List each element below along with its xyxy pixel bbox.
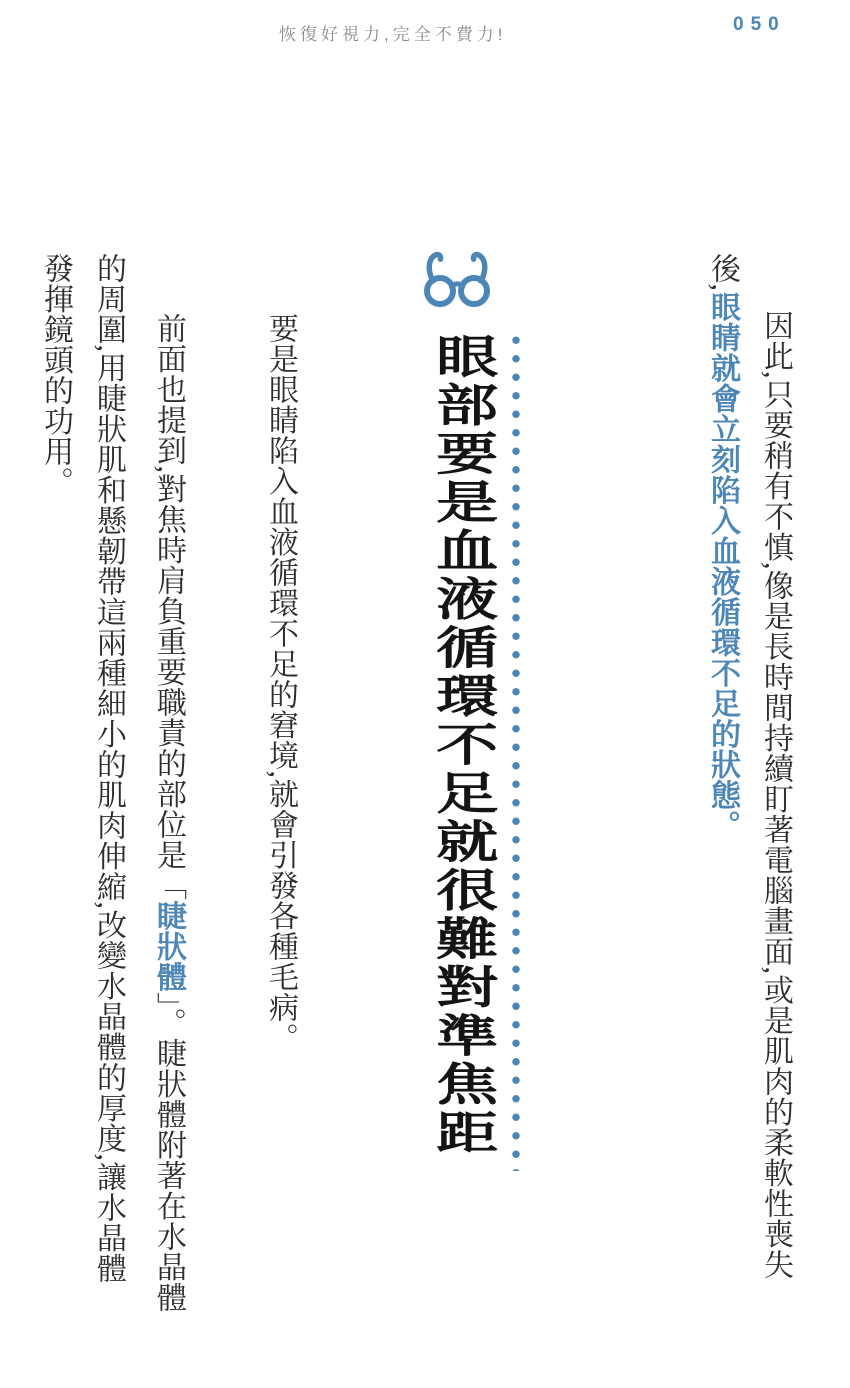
- body-paragraph-1: 要是眼睛陷入血液循環不足的窘境,就會引發各種毛病。: [264, 313, 297, 1053]
- term-ciliary-body: 睫狀體: [152, 900, 185, 992]
- intro-col2-plain-text: 後,: [706, 253, 739, 292]
- body-paragraph-2-col2: 的周圍,用睫狀肌和懸韌帶這兩種細小的肌肉伸縮,改變水晶體的厚度,讓水晶體: [92, 253, 125, 1284]
- running-header-title: 恢復好視力,完全不費力!: [279, 25, 507, 44]
- page-number: 050: [733, 14, 786, 35]
- body-paragraph-2-col1: [150, 313, 186, 1313]
- body-para2-pre-text: 前面也提到,對焦時肩負重要職責的部位是「: [152, 313, 185, 901]
- intro-col2-emphasis-text: 眼睛就會立刻陷入血液循環不足的狀態。: [706, 291, 739, 841]
- intro-paragraph-col2: [704, 253, 740, 841]
- intro-paragraph-col1: 因此,只要稍有不慎,像是長時間持續盯著電腦畫面,或是肌肉的柔軟性喪失: [759, 310, 792, 1280]
- section-headline: 眼部要是血液循環不足就很難對準焦距: [426, 333, 497, 1158]
- body-paragraph-2-col3: 發揮鏡頭的功用。: [39, 253, 72, 497]
- glasses-icon: [417, 247, 501, 309]
- dotted-rule: [509, 331, 523, 1171]
- body-para2-mid-text: 」。睫狀體附著在水晶體: [152, 992, 185, 1313]
